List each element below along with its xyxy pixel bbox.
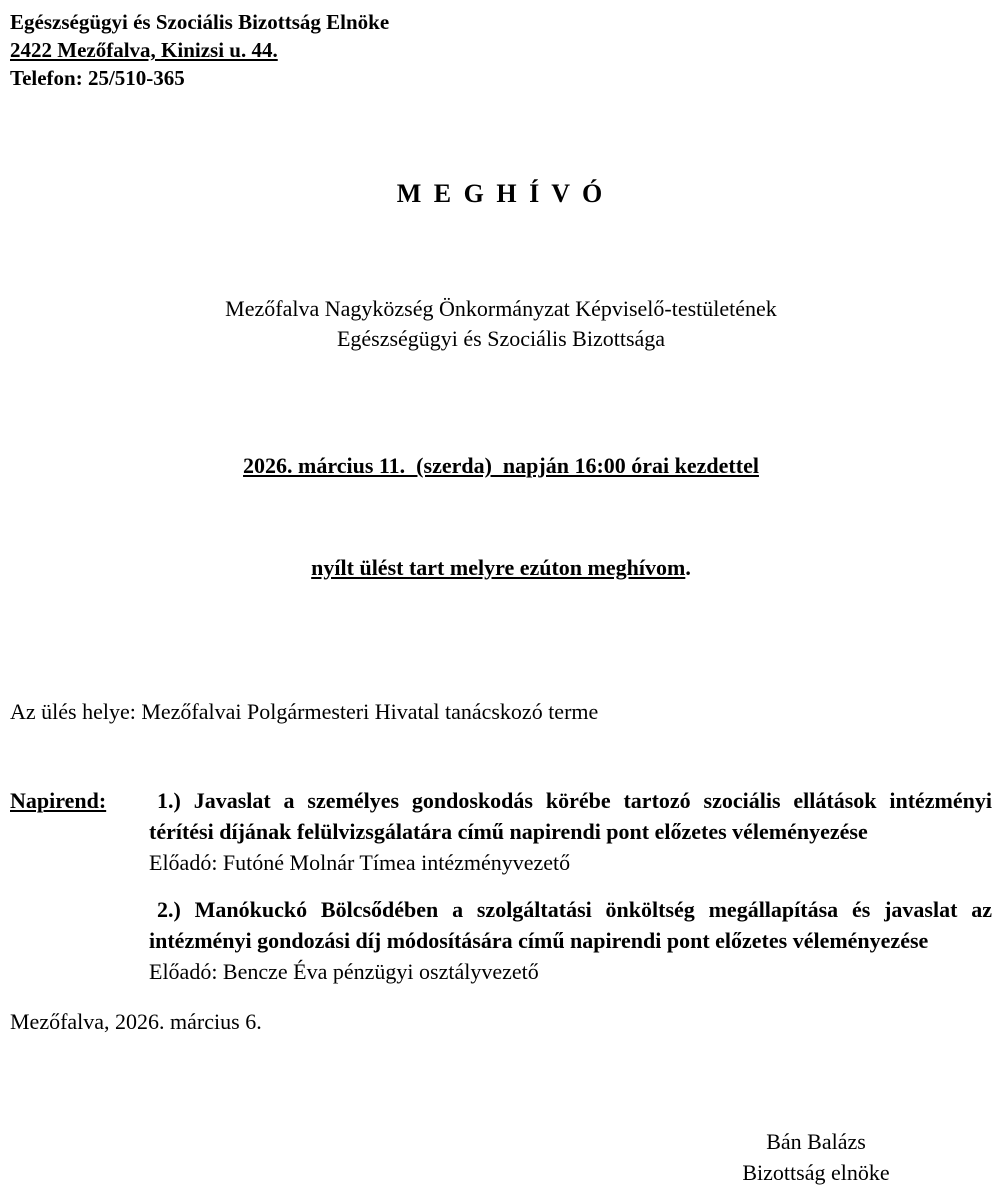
meeting-location: Az ülés helye: Mezőfalvai Polgármesteri Hivatal tanácskozó terme bbox=[10, 699, 599, 724]
agenda-item-1-presenter: Előadó: Futóné Molnár Tímea intézményvezető bbox=[149, 850, 571, 875]
dateline: Mezőfalva, 2026. március 6. bbox=[10, 1009, 262, 1034]
letterhead bbox=[10, 8, 992, 92]
meeting-notice bbox=[10, 381, 992, 653]
agenda-row-2 bbox=[10, 894, 992, 987]
agenda-row-1 bbox=[10, 785, 992, 878]
invite-line-period: . bbox=[685, 555, 691, 580]
signature-role: Bizottság elnöke bbox=[742, 1160, 890, 1185]
signature-block bbox=[690, 1126, 942, 1188]
letterhead-org-name: Egészségügyi és Szociális Bizottság Elnöke bbox=[10, 10, 390, 34]
agenda-item-2-presenter: Előadó: Bencze Éva pénzügyi osztályvezető bbox=[149, 959, 539, 984]
organization-line-1: Mezőfalva Nagyközség Önkormányzat Képviselő-testületének bbox=[225, 296, 777, 321]
organization-line-2: Egészségügyi és Szociális Bizottsága bbox=[336, 326, 666, 351]
agenda-item-2 bbox=[149, 894, 992, 987]
agenda-label-spacer bbox=[10, 894, 149, 987]
signature-name: Bán Balázs bbox=[766, 1129, 866, 1154]
agenda-item-1 bbox=[149, 785, 992, 878]
document-title: M E G H Í V Ó bbox=[396, 179, 606, 208]
organization-block bbox=[10, 294, 992, 354]
agenda-label: Napirend: bbox=[10, 788, 107, 813]
agenda-label-column bbox=[10, 785, 149, 878]
agenda-item-1-title: 1.) Javaslat a személyes gondoskodás körébe tartozó szociális ellátások intézményi térítési díjának felülvizsgálatára című napirendi pont előzetes véleményezése bbox=[149, 788, 992, 844]
letterhead-address: 2422 Mezőfalva, Kinizsi u. 44. bbox=[10, 38, 278, 62]
letterhead-phone: Telefon: 25/510-365 bbox=[10, 66, 185, 90]
agenda-item-2-title: 2.) Manókuckó Bölcsődében a szolgáltatási önköltség megállapítása és javaslat az intézményi gondozási díj módosítására című napirendi pont előzetes véleményezése bbox=[149, 897, 992, 953]
meeting-datetime-line: 2026. március 11. (szerda) napján 16:00 órai kezdettel bbox=[243, 453, 759, 478]
meeting-invite-line: nyílt ülést tart melyre ezúton meghívom. bbox=[311, 555, 691, 580]
agenda-section bbox=[10, 785, 992, 987]
